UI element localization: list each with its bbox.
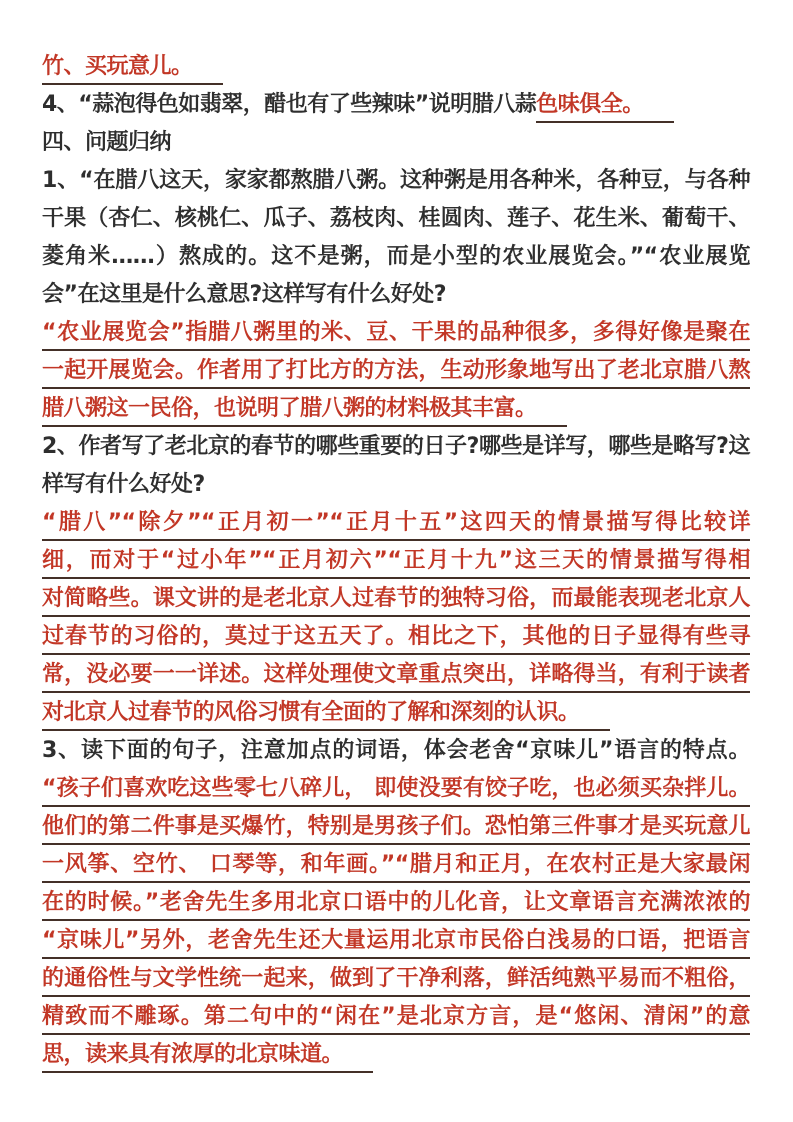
question-text-run: 2、作者写了老北京的春节的哪些重要的日子?哪些是详写，哪些是略写?这	[42, 434, 750, 459]
answer-text-run: 在的时候。”老舍先生多用北京口语中的儿化音，让文章语言充满浓浓的	[42, 890, 750, 921]
text-line	[42, 694, 750, 732]
text-line	[42, 542, 750, 580]
question-text-run: 3、读下面的句子，注意加点的词语，体会老舍“京味儿”语言的特点。	[42, 738, 750, 763]
answer-text-run: “京味儿”另外，老舍先生还大量运用北京市民俗白浅易的口语，把语言	[42, 928, 750, 959]
answer-text-run: 常，没必要一一详述。这样处理使文章重点突出，详略得当，有利于读者	[42, 662, 750, 693]
text-line	[42, 580, 750, 618]
answer-text-run: 过春节的习俗的，莫过于这五天了。相比之下，其他的日子显得有些寻	[42, 624, 750, 655]
text-line	[42, 276, 750, 314]
text-line	[42, 998, 750, 1036]
question-text-run: 4、“蒜泡得色如翡翠，醋也有了些辣味”说明腊八蒜	[42, 92, 537, 117]
answer-text-run: 色味俱全。	[536, 92, 674, 123]
text-line	[42, 656, 750, 694]
text-line	[42, 1036, 750, 1074]
text-line	[42, 48, 750, 86]
answer-text-run: 腊八粥这一民俗，也说明了腊八粥的材料极其丰富。	[42, 396, 567, 427]
text-line	[42, 922, 750, 960]
text-line	[42, 960, 750, 998]
text-line	[42, 770, 750, 808]
answer-text-run: “腊八”“除夕”“正月初一”“正月十五”这四天的情景描写得比较详	[42, 510, 750, 541]
answer-text-run: 他们的第二件事是买爆竹，特别是男孩子们。恐怕第三件事才是买玩意儿	[42, 814, 750, 845]
answer-text-run: 的通俗性与文学性统一起来，做到了干净利落，鲜活纯熟平易而不粗俗，	[42, 966, 750, 997]
question-text-run: 1、“在腊八这天，家家都熬腊八粥。这种粥是用各种米，各种豆，与各种	[42, 168, 750, 193]
answer-text-run: 一风筝、空竹、 口琴等，和年画。”“腊月和正月，在农村正是大家最闲	[42, 852, 750, 883]
text-line	[42, 504, 750, 542]
question-text-run: 会”在这里是什么意思?这样写有什么好处?	[42, 282, 446, 307]
text-line	[42, 732, 750, 770]
answer-text-run: 对北京人过春节的风俗习惯有全面的了解和深刻的认识。	[42, 700, 610, 731]
text-line	[42, 200, 750, 238]
text-line	[42, 846, 750, 884]
text-line	[42, 314, 750, 352]
answer-text-run: 对简略些。课文讲的是老北京人过春节的独特习俗，而最能表现老北京人	[42, 586, 750, 617]
answer-text-run: 一起开展览会。作者用了打比方的方法，生动形象地写出了老北京腊八熬	[42, 358, 750, 389]
text-line	[42, 390, 750, 428]
answer-text-run: 精致而不雕琢。第二句中的“闲在”是北京方言，是“悠闲、清闲”的意	[42, 1004, 750, 1035]
text-line	[42, 884, 750, 922]
text-line	[42, 238, 750, 276]
text-line	[42, 466, 750, 504]
text-line	[42, 618, 750, 656]
text-line	[42, 162, 750, 200]
text-line	[42, 428, 750, 466]
question-text-run: 四、问题归纳	[42, 130, 172, 155]
question-text-run: 样写有什么好处?	[42, 472, 205, 497]
question-text-run: 菱角米……）熬成的。这不是粥，而是小型的农业展览会。”“农业展览	[42, 244, 750, 269]
text-line	[42, 808, 750, 846]
text-line	[42, 124, 750, 162]
text-line	[42, 86, 750, 124]
answer-text-run: 竹、买玩意儿。	[42, 54, 223, 85]
answer-text-run: 思，读来具有浓厚的北京味道。	[42, 1042, 373, 1073]
question-text-run: 干果（杏仁、核桃仁、瓜子、荔枝肉、桂圆肉、莲子、花生米、葡萄干、	[42, 206, 750, 231]
answer-text-run: “孩子们喜欢吃这些零七八碎儿， 即使没要有饺子吃，也必须买杂拌儿。	[42, 776, 750, 807]
answer-text-run: “农业展览会”指腊八粥里的米、豆、干果的品种很多，多得好像是聚在	[42, 320, 750, 351]
text-line	[42, 352, 750, 390]
answer-text-run: 细，而对于“过小年”“正月初六”“正月十九”这三天的情景描写得相	[42, 548, 750, 579]
